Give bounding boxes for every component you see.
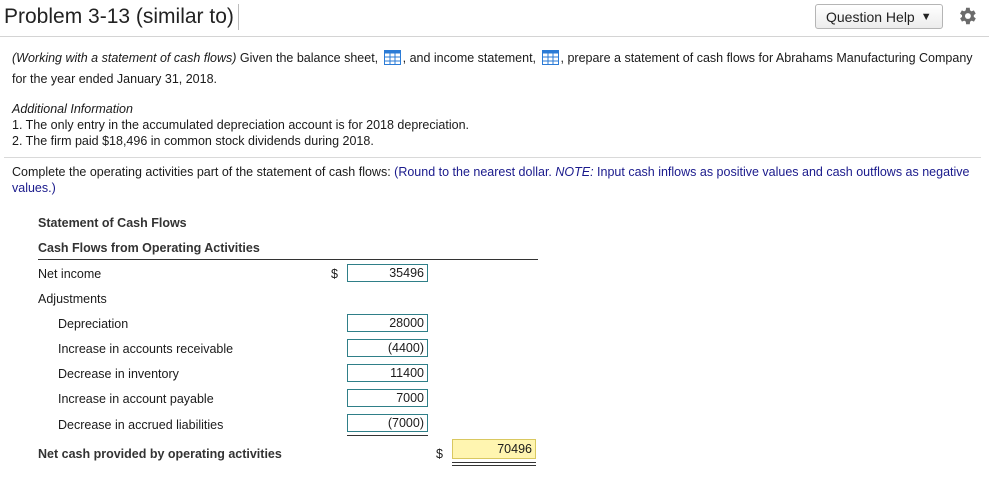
- intro-part1: Given the balance sheet,: [236, 51, 382, 65]
- additional-information: [12, 101, 469, 149]
- adjustment-label: Decrease in inventory: [58, 367, 179, 381]
- accounts-payable-input[interactable]: 7000: [347, 389, 428, 407]
- subtotal-rule: [347, 435, 428, 436]
- divider: [4, 157, 981, 158]
- income-statement-table-icon[interactable]: [542, 50, 559, 65]
- gear-icon[interactable]: [956, 5, 978, 27]
- additional-info-heading: Additional Information: [12, 102, 133, 116]
- adjustment-label: Increase in account payable: [58, 392, 214, 406]
- note-rest: Input cash inflows as positive values and cash outflows as negative values.): [12, 165, 970, 195]
- inventory-input[interactable]: 11400: [347, 364, 428, 382]
- intro-lead: (Working with a statement of cash flows): [12, 51, 237, 65]
- question-help-label: Question Help: [826, 8, 915, 25]
- instructions-text: Complete the operating activities part of the statement of cash flows:: [12, 165, 395, 179]
- accounts-receivable-input[interactable]: (4400): [347, 339, 428, 357]
- net-cash-label: Net cash provided by operating activities: [38, 447, 282, 461]
- note-prefix: (Round to the nearest dollar.: [394, 165, 556, 179]
- intro-part2: , and income statement,: [402, 51, 540, 65]
- additional-info-item: 2. The firm paid $18,496 in common stock dividends during 2018.: [12, 134, 374, 148]
- section-rule: [38, 259, 538, 260]
- adjustment-label: Decrease in accrued liabilities: [58, 418, 224, 432]
- total-double-rule-bottom: [452, 465, 536, 466]
- net-cash-currency: $: [436, 447, 443, 461]
- page-title: Problem 3-13 (similar to): [4, 4, 239, 30]
- intro-part3: , prepare a statement of cash flows for Abrahams Manufacturing Company for the year ended January 31, 2018.: [12, 51, 973, 86]
- net-cash-input[interactable]: 70496: [452, 439, 536, 459]
- question-help-button[interactable]: [815, 4, 943, 29]
- additional-info-item: 1. The only entry in the accumulated depreciation account is for 2018 depreciation.: [12, 118, 469, 132]
- caret-down-icon: ▼: [920, 10, 932, 23]
- instructions: [12, 164, 972, 196]
- accrued-liabilities-input[interactable]: (7000): [347, 414, 428, 432]
- net-income-input[interactable]: 35496: [347, 264, 428, 282]
- header-bar: [0, 0, 989, 37]
- adjustment-label: Depreciation: [58, 317, 129, 331]
- section-heading: Cash Flows from Operating Activities: [38, 241, 260, 255]
- net-income-label: Net income: [38, 267, 102, 281]
- depreciation-input[interactable]: 28000: [347, 314, 428, 332]
- balance-sheet-table-icon[interactable]: [384, 50, 401, 65]
- net-income-currency: $: [331, 267, 338, 281]
- note-label: NOTE:: [555, 165, 594, 179]
- adjustment-label: Increase in accounts receivable: [58, 342, 234, 356]
- adjustments-label: Adjustments: [38, 292, 107, 306]
- problem-intro: [12, 48, 977, 90]
- total-double-rule-top: [452, 462, 536, 463]
- statement-title: Statement of Cash Flows: [38, 216, 187, 230]
